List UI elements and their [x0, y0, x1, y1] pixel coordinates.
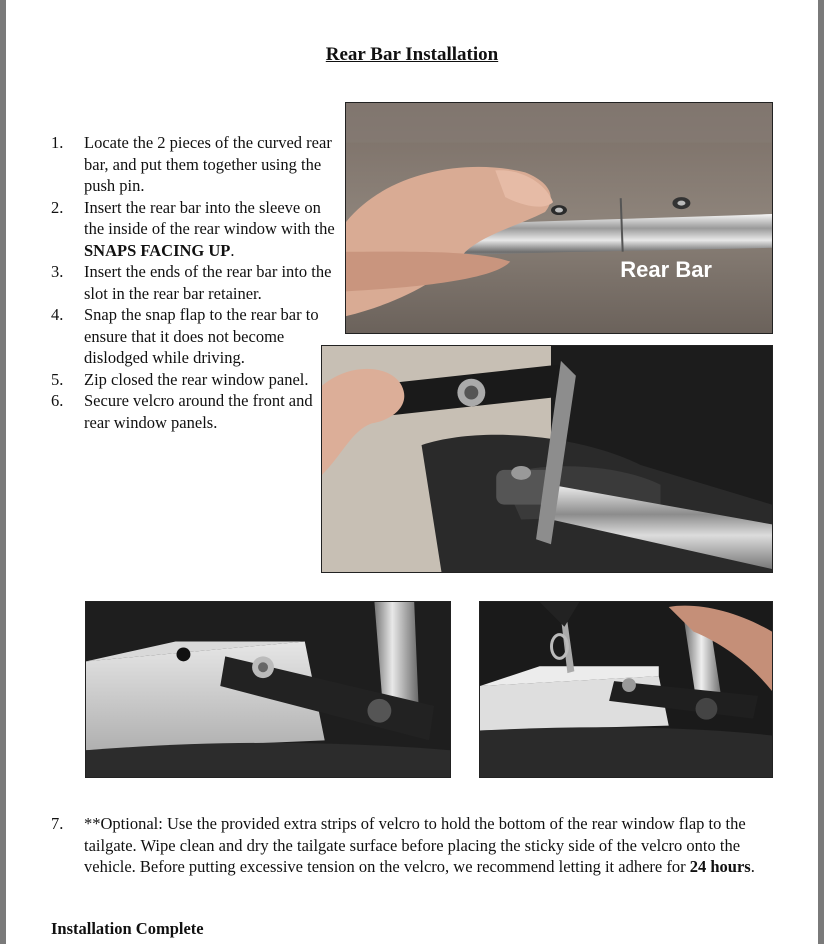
step-text-end: .	[750, 857, 755, 876]
step-text: Snap the snap flap to the rear bar to ensure that it does not become dislodged while driving.	[84, 305, 319, 367]
step-number: 5.	[51, 369, 64, 389]
installation-complete-heading: Installation Complete	[51, 919, 204, 938]
retainer-photo-left	[85, 601, 451, 778]
step-number: 7.	[51, 814, 64, 833]
step-text: Secure velcro around the front and rear window panels.	[84, 391, 313, 432]
step-item	[51, 261, 336, 304]
step-item	[51, 304, 336, 369]
step-number: 3.	[51, 262, 64, 281]
snap-flap-photo	[321, 345, 773, 573]
step-number: 2.	[51, 197, 64, 217]
step-emphasis: 24 hours	[689, 857, 751, 876]
step-text: Zip closed the rear window panel.	[84, 369, 309, 389]
step-text: Insert the rear bar into the sleeve on the inside of the rear window with the	[84, 197, 335, 238]
step-number: 4.	[51, 305, 64, 324]
step-emphasis: SNAPS FACING UP	[84, 240, 231, 260]
page-title: Rear Bar Installation	[325, 44, 499, 65]
step-number: 6.	[51, 391, 64, 410]
step-text: Locate the 2 pieces of the curved rear bar, and put them together using the push pin.	[84, 133, 332, 195]
step-text: Insert the ends of the rear bar into the slot in the rear bar retainer.	[84, 262, 332, 303]
document-page	[6, 0, 818, 944]
retainer-photo-right	[479, 601, 773, 778]
rear-bar-photo-label: Rear Bar	[620, 257, 712, 282]
step-item	[51, 197, 336, 262]
step-number: 1.	[51, 133, 64, 152]
step-item	[51, 390, 336, 433]
instruction-steps	[51, 132, 336, 433]
step-text-end: .	[230, 240, 235, 260]
step-item	[51, 369, 336, 391]
step-item	[51, 132, 336, 197]
step-item-optional	[51, 813, 781, 878]
step-text: **Optional: Use the provided extra strips of velcro to hold the bottom of the rear window flap to the tailgate. Wipe clean and dry the tailgate surface before placing the sticky side of the velcro onto the vehicle. Before putting excessive tension on the velcro, we recommend letting it adhere for	[84, 814, 746, 876]
rear-bar-photo	[345, 102, 773, 334]
